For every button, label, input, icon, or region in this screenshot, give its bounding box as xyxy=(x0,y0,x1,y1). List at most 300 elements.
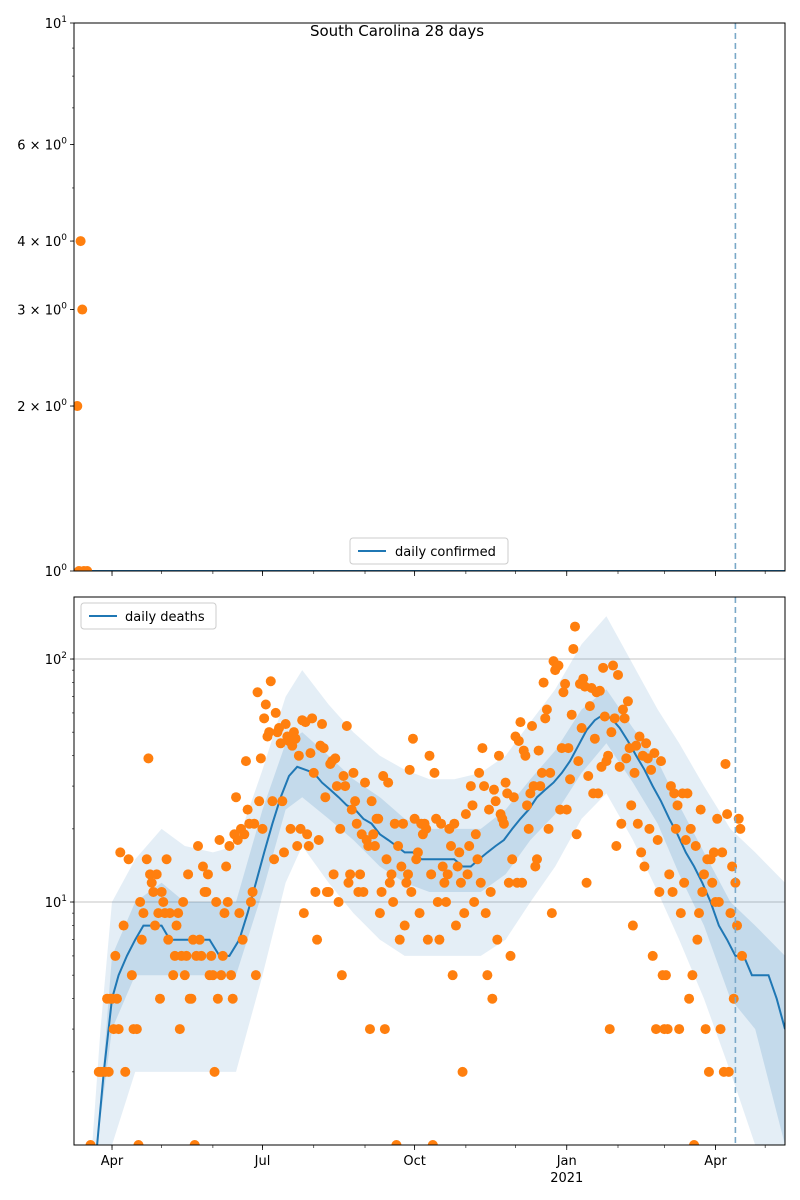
bottom-panel xyxy=(45,597,785,1186)
deaths-data-point xyxy=(386,869,396,879)
deaths-data-point xyxy=(269,854,279,864)
deaths-data-point xyxy=(681,835,691,845)
deaths-data-point xyxy=(567,710,577,720)
deaths-data-point xyxy=(382,854,392,864)
deaths-data-point xyxy=(231,792,241,802)
deaths-data-point xyxy=(157,887,167,897)
deaths-data-point xyxy=(600,712,610,722)
deaths-data-point xyxy=(203,869,213,879)
deaths-data-point xyxy=(168,970,178,980)
deaths-data-point xyxy=(469,897,479,907)
y-tick-label: $10^1$ xyxy=(44,15,67,32)
deaths-data-point xyxy=(699,869,709,879)
deaths-data-point xyxy=(545,768,555,778)
deaths-data-point xyxy=(155,994,165,1004)
deaths-data-point xyxy=(737,951,747,961)
deaths-data-point xyxy=(370,841,380,851)
deaths-data-point xyxy=(253,687,263,697)
deaths-data-point xyxy=(178,897,188,907)
deaths-data-point xyxy=(249,819,259,829)
deaths-data-point xyxy=(515,717,525,727)
deaths-data-point xyxy=(477,743,487,753)
deaths-data-point xyxy=(340,781,350,791)
deaths-data-point xyxy=(406,887,416,897)
deaths-data-point xyxy=(365,1024,375,1034)
deaths-data-point xyxy=(653,835,663,845)
deaths-data-point xyxy=(330,753,340,763)
deaths-data-point xyxy=(691,841,701,851)
deaths-data-point xyxy=(415,908,425,918)
deaths-data-point xyxy=(238,935,248,945)
deaths-data-point xyxy=(403,869,413,879)
deaths-data-point xyxy=(717,847,727,857)
deaths-data-point xyxy=(256,753,266,763)
deaths-data-point xyxy=(193,841,203,851)
deaths-data-point xyxy=(320,792,330,802)
deaths-data-point xyxy=(522,800,532,810)
deaths-data-point xyxy=(570,622,580,632)
deaths-data-point xyxy=(593,788,603,798)
deaths-data-point xyxy=(395,935,405,945)
deaths-data-point xyxy=(304,841,314,851)
deaths-data-point xyxy=(547,908,557,918)
deaths-data-point xyxy=(234,908,244,918)
deaths-data-point xyxy=(544,824,554,834)
deaths-data-point xyxy=(223,897,233,907)
bottom-y-axis-ticks xyxy=(45,651,74,1072)
deaths-data-point xyxy=(405,765,415,775)
deaths-data-point xyxy=(355,869,365,879)
deaths-data-point xyxy=(676,908,686,918)
deaths-data-point xyxy=(590,734,600,744)
top-x-axis-ticks xyxy=(112,571,765,576)
deaths-data-point xyxy=(206,951,216,961)
deaths-data-point xyxy=(396,862,406,872)
deaths-data-point xyxy=(310,887,320,897)
deaths-data-point xyxy=(572,829,582,839)
deaths-data-point xyxy=(679,878,689,888)
deaths-data-point xyxy=(486,887,496,897)
confirmed-data-point xyxy=(76,236,86,246)
deaths-data-point xyxy=(558,687,568,697)
deaths-data-point xyxy=(286,824,296,834)
deaths-data-point xyxy=(367,796,377,806)
deaths-data-point xyxy=(434,935,444,945)
deaths-data-point xyxy=(423,935,433,945)
deaths-data-point xyxy=(115,847,125,857)
deaths-data-point xyxy=(334,897,344,907)
deaths-data-point xyxy=(616,819,626,829)
deaths-data-point xyxy=(266,676,276,686)
deaths-data-point xyxy=(218,951,228,961)
deaths-data-point xyxy=(441,897,451,907)
deaths-data-point xyxy=(621,753,631,763)
deaths-data-point xyxy=(385,878,395,888)
deaths-data-point xyxy=(425,751,435,761)
deaths-data-point xyxy=(127,970,137,980)
deaths-data-point xyxy=(319,743,329,753)
deaths-data-point xyxy=(152,869,162,879)
deaths-data-point xyxy=(656,756,666,766)
top-legend xyxy=(350,538,508,564)
deaths-data-point xyxy=(474,768,484,778)
deaths-data-point xyxy=(598,663,608,673)
bottom-x-axis-ticks xyxy=(101,1145,765,1186)
deaths-data-point xyxy=(459,908,469,918)
bottom-legend-label: daily deaths xyxy=(125,610,205,625)
deaths-data-point xyxy=(436,819,446,829)
deaths-data-point xyxy=(324,887,334,897)
deaths-data-point xyxy=(654,887,664,897)
deaths-data-point xyxy=(224,841,234,851)
deaths-data-point xyxy=(368,829,378,839)
deaths-data-point xyxy=(337,970,347,980)
deaths-data-point xyxy=(479,781,489,791)
deaths-data-point xyxy=(360,778,370,788)
deaths-data-point xyxy=(211,897,221,907)
deaths-data-point xyxy=(492,935,502,945)
y-tick-label: $10^0$ xyxy=(44,563,67,580)
deaths-data-point xyxy=(484,805,494,815)
deaths-data-point xyxy=(180,970,190,980)
deaths-data-point xyxy=(251,970,261,980)
deaths-data-point xyxy=(243,805,253,815)
deaths-data-point xyxy=(501,778,511,788)
deaths-data-point xyxy=(532,854,542,864)
deaths-data-point xyxy=(542,704,552,714)
deaths-data-point xyxy=(725,908,735,918)
deaths-data-point xyxy=(120,1067,130,1077)
deaths-data-point xyxy=(673,800,683,810)
deaths-data-point xyxy=(104,1067,114,1077)
deaths-data-point xyxy=(451,921,461,931)
deaths-data-point xyxy=(682,788,692,798)
deaths-data-point xyxy=(277,796,287,806)
deaths-data-point xyxy=(630,768,640,778)
deaths-data-point xyxy=(143,753,153,763)
deaths-data-point xyxy=(671,824,681,834)
deaths-data-point xyxy=(663,1024,673,1034)
deaths-data-point xyxy=(524,824,534,834)
y-tick-label: $10^2$ xyxy=(44,651,67,669)
deaths-data-point xyxy=(228,994,238,1004)
deaths-data-point xyxy=(707,878,717,888)
deaths-data-point xyxy=(443,869,453,879)
deaths-data-point xyxy=(335,824,345,834)
deaths-data-point xyxy=(241,756,251,766)
deaths-data-point xyxy=(534,746,544,756)
top-axes-frame xyxy=(74,23,785,571)
deaths-data-point xyxy=(553,661,563,671)
deaths-data-point xyxy=(563,743,573,753)
deaths-data-point xyxy=(383,778,393,788)
deaths-data-point xyxy=(226,970,236,980)
deaths-data-point xyxy=(527,721,537,731)
deaths-data-point xyxy=(138,908,148,918)
deaths-data-point xyxy=(248,887,258,897)
deaths-data-point xyxy=(215,835,225,845)
deaths-data-point xyxy=(573,756,583,766)
deaths-data-point xyxy=(173,908,183,918)
deaths-data-point xyxy=(568,644,578,654)
deaths-data-point xyxy=(352,819,362,829)
deaths-data-point xyxy=(181,951,191,961)
deaths-data-point xyxy=(729,994,739,1004)
deaths-data-point xyxy=(704,1067,714,1077)
deaths-data-point xyxy=(674,1024,684,1034)
deaths-data-point xyxy=(358,887,368,897)
deaths-data-point xyxy=(119,921,129,931)
deaths-data-point xyxy=(429,768,439,778)
deaths-data-point xyxy=(644,824,654,834)
deaths-data-point xyxy=(216,970,226,980)
deaths-data-point xyxy=(467,800,477,810)
deaths-data-point xyxy=(257,824,267,834)
deaths-data-point xyxy=(514,736,524,746)
deaths-data-point xyxy=(314,835,324,845)
top-legend-label: daily confirmed xyxy=(395,545,496,560)
deaths-data-point xyxy=(400,921,410,931)
deaths-data-point xyxy=(196,951,206,961)
deaths-data-point xyxy=(610,713,620,723)
deaths-data-point xyxy=(668,887,678,897)
deaths-data-point xyxy=(595,686,605,696)
deaths-data-point xyxy=(147,878,157,888)
deaths-data-point xyxy=(339,771,349,781)
deaths-data-point xyxy=(565,774,575,784)
deaths-data-point xyxy=(692,935,702,945)
deaths-data-point xyxy=(620,713,630,723)
deaths-data-point xyxy=(661,970,671,980)
deaths-data-point xyxy=(163,935,173,945)
deaths-data-point xyxy=(299,908,309,918)
deaths-data-point xyxy=(471,829,481,839)
deaths-data-point xyxy=(373,814,383,824)
y-tick-label: $2 \times 10^0$ xyxy=(17,398,67,416)
deaths-data-point xyxy=(720,759,730,769)
deaths-data-point xyxy=(613,670,623,680)
deaths-data-point xyxy=(124,854,134,864)
deaths-data-point xyxy=(142,854,152,864)
deaths-data-point xyxy=(464,841,474,851)
deaths-data-point xyxy=(606,727,616,737)
deaths-data-point xyxy=(615,762,625,772)
deaths-data-point xyxy=(732,921,742,931)
deaths-data-point xyxy=(342,721,352,731)
deaths-data-point xyxy=(697,887,707,897)
top-y-axis-ticks xyxy=(17,15,74,580)
y-tick-label: $10^1$ xyxy=(44,894,67,912)
deaths-data-point xyxy=(453,862,463,872)
deaths-data-point xyxy=(506,951,516,961)
deaths-data-point xyxy=(281,719,291,729)
deaths-data-point xyxy=(714,897,724,907)
deaths-data-point xyxy=(608,661,618,671)
deaths-data-point xyxy=(520,751,530,761)
deaths-data-point xyxy=(535,781,545,791)
deaths-data-point xyxy=(408,734,418,744)
deaths-data-point xyxy=(648,951,658,961)
deaths-data-point xyxy=(694,908,704,918)
deaths-data-point xyxy=(487,994,497,1004)
deaths-data-point xyxy=(687,970,697,980)
deaths-data-point xyxy=(201,887,211,897)
x-tick-label: Jul xyxy=(254,1154,271,1169)
deaths-data-point xyxy=(175,1024,185,1034)
deaths-data-point xyxy=(664,869,674,879)
deaths-data-point xyxy=(449,819,459,829)
deaths-data-point xyxy=(456,878,466,888)
deaths-data-point xyxy=(401,878,411,888)
x-tick-label: Jan xyxy=(556,1154,577,1169)
deaths-data-point xyxy=(239,829,249,839)
deaths-data-point xyxy=(722,809,732,819)
deaths-data-point xyxy=(312,935,322,945)
deaths-data-point xyxy=(150,921,160,931)
deaths-data-point xyxy=(628,921,638,931)
deaths-data-point xyxy=(413,847,423,857)
deaths-data-point xyxy=(246,897,256,907)
deaths-data-point xyxy=(639,862,649,872)
deaths-data-point xyxy=(583,771,593,781)
deaths-data-point xyxy=(649,748,659,758)
deaths-data-point xyxy=(448,970,458,980)
deaths-data-point xyxy=(291,734,301,744)
deaths-data-point xyxy=(158,897,168,907)
deaths-data-point xyxy=(491,796,501,806)
deaths-data-point xyxy=(686,824,696,834)
deaths-data-point xyxy=(540,713,550,723)
deaths-data-point xyxy=(112,994,122,1004)
deaths-data-point xyxy=(701,1024,711,1034)
deaths-data-point xyxy=(466,781,476,791)
deaths-data-point xyxy=(398,819,408,829)
top-plot-area xyxy=(72,23,785,576)
deaths-data-point xyxy=(271,708,281,718)
deaths-data-point xyxy=(317,719,327,729)
deaths-data-point xyxy=(210,1067,220,1077)
deaths-data-point xyxy=(539,678,549,688)
deaths-data-point xyxy=(279,847,289,857)
deaths-data-point xyxy=(446,841,456,851)
deaths-data-point xyxy=(636,847,646,857)
y-tick-label: $3 \times 10^0$ xyxy=(17,301,67,319)
deaths-data-point xyxy=(481,908,491,918)
deaths-data-point xyxy=(329,869,339,879)
deaths-data-point xyxy=(345,869,355,879)
deaths-data-point xyxy=(494,751,504,761)
deaths-data-point xyxy=(132,1024,142,1034)
deaths-data-point xyxy=(463,869,473,879)
top-panel xyxy=(17,15,785,580)
deaths-data-point xyxy=(476,878,486,888)
deaths-data-point xyxy=(724,1067,734,1077)
deaths-data-point xyxy=(454,847,464,857)
deaths-data-point xyxy=(426,869,436,879)
deaths-data-point xyxy=(213,994,223,1004)
deaths-data-point xyxy=(605,1024,615,1034)
deaths-data-point xyxy=(641,738,651,748)
deaths-data-point xyxy=(646,765,656,775)
deaths-data-point xyxy=(305,748,315,758)
deaths-data-point xyxy=(517,878,527,888)
deaths-data-point xyxy=(186,994,196,1004)
deaths-data-point xyxy=(472,854,482,864)
deaths-data-point xyxy=(482,970,492,980)
deaths-data-point xyxy=(603,751,613,761)
deaths-data-point xyxy=(195,935,205,945)
deaths-data-point xyxy=(393,841,403,851)
deaths-data-point xyxy=(388,897,398,907)
deaths-data-point xyxy=(458,1067,468,1077)
deaths-data-point xyxy=(137,935,147,945)
deaths-data-point xyxy=(696,805,706,815)
deaths-data-point xyxy=(172,921,182,931)
deaths-data-point xyxy=(611,841,621,851)
deaths-data-point xyxy=(735,824,745,834)
y-tick-label: $6 \times 10^0$ xyxy=(17,136,67,154)
deaths-data-point xyxy=(135,897,145,907)
deaths-data-point xyxy=(219,908,229,918)
deaths-data-point xyxy=(162,854,172,864)
confirmed-data-point xyxy=(77,305,87,315)
deaths-data-point xyxy=(509,792,519,802)
bottom-legend xyxy=(81,603,216,629)
deaths-data-point xyxy=(292,841,302,851)
deaths-data-point xyxy=(712,814,722,824)
deaths-data-point xyxy=(716,1024,726,1034)
deaths-data-point xyxy=(577,723,587,733)
deaths-data-point xyxy=(183,869,193,879)
deaths-data-point xyxy=(114,1024,124,1034)
deaths-data-point xyxy=(380,1024,390,1034)
deaths-data-point xyxy=(631,741,641,751)
deaths-data-point xyxy=(343,878,353,888)
deaths-data-point xyxy=(461,809,471,819)
deaths-data-point xyxy=(375,908,385,918)
deaths-data-point xyxy=(267,796,277,806)
deaths-data-point xyxy=(221,862,231,872)
deaths-data-point xyxy=(421,824,431,834)
deaths-data-point xyxy=(309,768,319,778)
deaths-data-point xyxy=(633,819,643,829)
bottom-plot-area xyxy=(86,597,785,1150)
deaths-data-point xyxy=(254,796,264,806)
x-tick-sublabel: 2021 xyxy=(550,1171,584,1186)
deaths-data-point xyxy=(560,679,570,689)
deaths-data-point xyxy=(259,713,269,723)
deaths-data-point xyxy=(307,713,317,723)
figure-title: South Carolina 28 days xyxy=(309,22,485,40)
deaths-data-point xyxy=(489,785,499,795)
x-tick-label: Apr xyxy=(704,1154,727,1169)
deaths-data-point xyxy=(350,796,360,806)
deaths-data-point xyxy=(626,800,636,810)
deaths-data-point xyxy=(623,696,633,706)
y-tick-label: $4 \times 10^0$ xyxy=(17,233,67,251)
deaths-data-point xyxy=(507,854,517,864)
deaths-data-point xyxy=(110,951,120,961)
deaths-data-point xyxy=(302,829,312,839)
x-tick-label: Apr xyxy=(100,1154,124,1169)
deaths-data-point xyxy=(582,878,592,888)
deaths-data-point xyxy=(585,701,595,711)
deaths-data-point xyxy=(261,699,271,709)
deaths-data-point xyxy=(562,805,572,815)
deaths-data-point xyxy=(684,994,694,1004)
deaths-data-point xyxy=(348,768,358,778)
x-tick-label: Oct xyxy=(403,1154,426,1169)
